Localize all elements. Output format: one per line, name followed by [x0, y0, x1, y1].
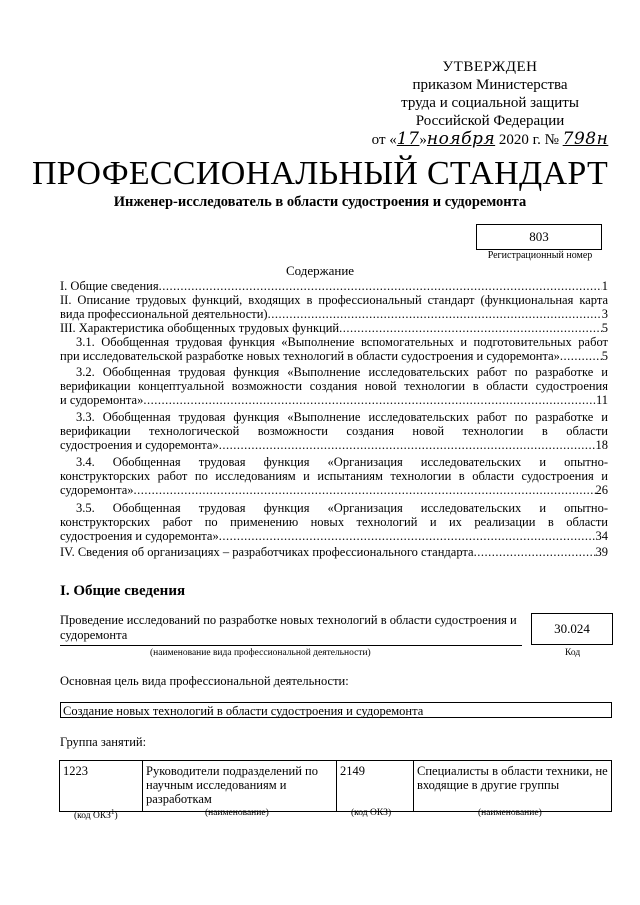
- approval-line: приказом Министерства: [412, 77, 568, 93]
- section-heading: I. Общие сведения: [60, 583, 186, 599]
- okz-code-cell: 1223: [60, 761, 143, 812]
- occupation-group-label: Группа занятий:: [60, 735, 147, 749]
- date-month: ноября: [426, 129, 496, 149]
- toc-item-label: судоремонта»: [60, 483, 134, 497]
- toc-item-label: верификации концептуальной возможности создания новой технологии в области судостроения: [60, 379, 608, 393]
- toc-item-label: судостроения и судоремонта»: [60, 529, 219, 543]
- page-title: ПРОФЕССИОНАЛЬНЫЙ СТАНДАРТ: [31, 155, 609, 192]
- toc-page-number: 5: [601, 321, 608, 335]
- toc-item-label: конструкторских работ по применению новых технологий и их реализации в области: [60, 515, 608, 529]
- toc-item-label: III. Характеристика обобщенных трудовых функций: [60, 321, 340, 335]
- footnote-mark: 1: [110, 808, 115, 816]
- toc-page-number: 1: [601, 279, 608, 293]
- toc-item-3-2[interactable]: [60, 365, 608, 407]
- toc-page-number: 18: [595, 438, 608, 452]
- name-caption: (наименование): [205, 808, 269, 818]
- toc-item-2[interactable]: [60, 293, 608, 321]
- okz-code-caption: [74, 808, 118, 821]
- approval-line: труда и социальной защиты: [401, 95, 579, 111]
- toc-item-3-5[interactable]: [60, 501, 608, 543]
- date-year: 2020 г. №: [498, 132, 559, 148]
- toc-page-number: 5: [601, 349, 608, 363]
- toc-item-3-3[interactable]: [60, 410, 608, 452]
- date-prefix: от «: [371, 132, 397, 148]
- toc-item-label: и судоремонта»: [60, 393, 144, 407]
- occupation-table: [59, 760, 612, 812]
- toc-item-3[interactable]: [60, 321, 608, 335]
- toc-page-number: 26: [595, 483, 608, 497]
- toc-item-label: IV. Сведения об организациях – разработчиках профессионального стандарта: [60, 545, 474, 559]
- toc-item-label: 3.4. Обобщенная трудовая функция «Организация исследовательских и опытно-: [76, 455, 608, 469]
- toc-page-number: 34: [595, 529, 608, 543]
- activity-code-caption: Код: [565, 648, 581, 658]
- toc-page-number: 11: [595, 393, 608, 407]
- activity-code: 30.024: [531, 613, 613, 645]
- date-day: 17: [396, 129, 420, 149]
- toc-heading: Содержание: [285, 263, 355, 278]
- toc-item-label: II. Описание трудовых функций, входящих в профессиональный стандарт (функциональная карта: [60, 293, 608, 307]
- toc-item-label: при исследовательской разработке новых технологий в области судостроения и судоремонта»: [60, 349, 560, 363]
- activity-kind-caption: (наименование вида профессиональной деятельности): [150, 648, 371, 658]
- toc-item-label: судостроения и судоремонта»: [60, 438, 219, 452]
- toc-item-label: 3.5. Обобщенная трудовая функция «Организация исследовательских и опытно-: [76, 501, 608, 515]
- toc-item-4[interactable]: [60, 545, 608, 559]
- registration-label: Регистрационный номер: [487, 250, 593, 261]
- toc-item-label: конструкторских работ по исследованиям и испытаниям технологии в области судостроения и: [60, 469, 608, 483]
- toc-item-1[interactable]: [60, 279, 608, 293]
- occupation-name-cell: Специалисты в области техники, не входящие в другие группы: [414, 761, 612, 812]
- toc-page-number: 39: [595, 545, 608, 559]
- toc-item-label: 3.2. Обобщенная трудовая функция «Выполнение исследовательских работ по разработке и: [76, 365, 608, 379]
- caption-text: ): [114, 811, 118, 822]
- approval-title: УТВЕРЖДЕН: [442, 59, 538, 75]
- goal-label: Основная цель вида профессиональной деятельности:: [60, 674, 349, 688]
- toc-item-3-4[interactable]: [60, 455, 608, 497]
- okz-code-cell: 2149: [337, 761, 414, 812]
- approval-block: [370, 58, 610, 149]
- approval-line: Российской Федерации: [415, 113, 565, 129]
- registration-number: 803: [476, 224, 602, 250]
- toc-item-label: 3.3. Обобщенная трудовая функция «Выполнение исследовательских работ по разработке и: [76, 410, 608, 424]
- table-row: [60, 761, 612, 812]
- activity-kind: Проведение исследований по разработке новых технологий в области судостроения и судоремонта: [60, 613, 517, 642]
- activity-kind-underline: [60, 645, 522, 646]
- toc-item-label: I. Общие сведения: [60, 279, 159, 293]
- date-mid: »: [419, 132, 427, 148]
- toc-item-label: вида профессиональной деятельности): [60, 307, 268, 321]
- toc-item-3-1[interactable]: [60, 335, 608, 363]
- okz-code-caption: (код ОКЗ): [351, 808, 392, 818]
- toc-page-number: 3: [601, 307, 608, 321]
- order-number: 798н: [562, 129, 609, 149]
- page-subtitle: Инженер-исследователь в области судостроения и судоремонта: [113, 194, 527, 210]
- approval-date-line: [370, 130, 610, 149]
- toc-item-label: верификации технологической возможности создания новой технологии в области: [60, 424, 608, 438]
- goal-value: Создание новых технологий в области судостроения и судоремонта: [60, 702, 612, 718]
- occupation-name-cell: Руководители подразделений по научным исследованиям и разработкам: [143, 761, 337, 812]
- caption-text: (код ОКЗ: [74, 811, 111, 822]
- toc-item-label: 3.1. Обобщенная трудовая функция «Выполнение вспомогательных и подготовительных работ: [76, 335, 608, 349]
- name-caption: (наименование): [478, 808, 542, 818]
